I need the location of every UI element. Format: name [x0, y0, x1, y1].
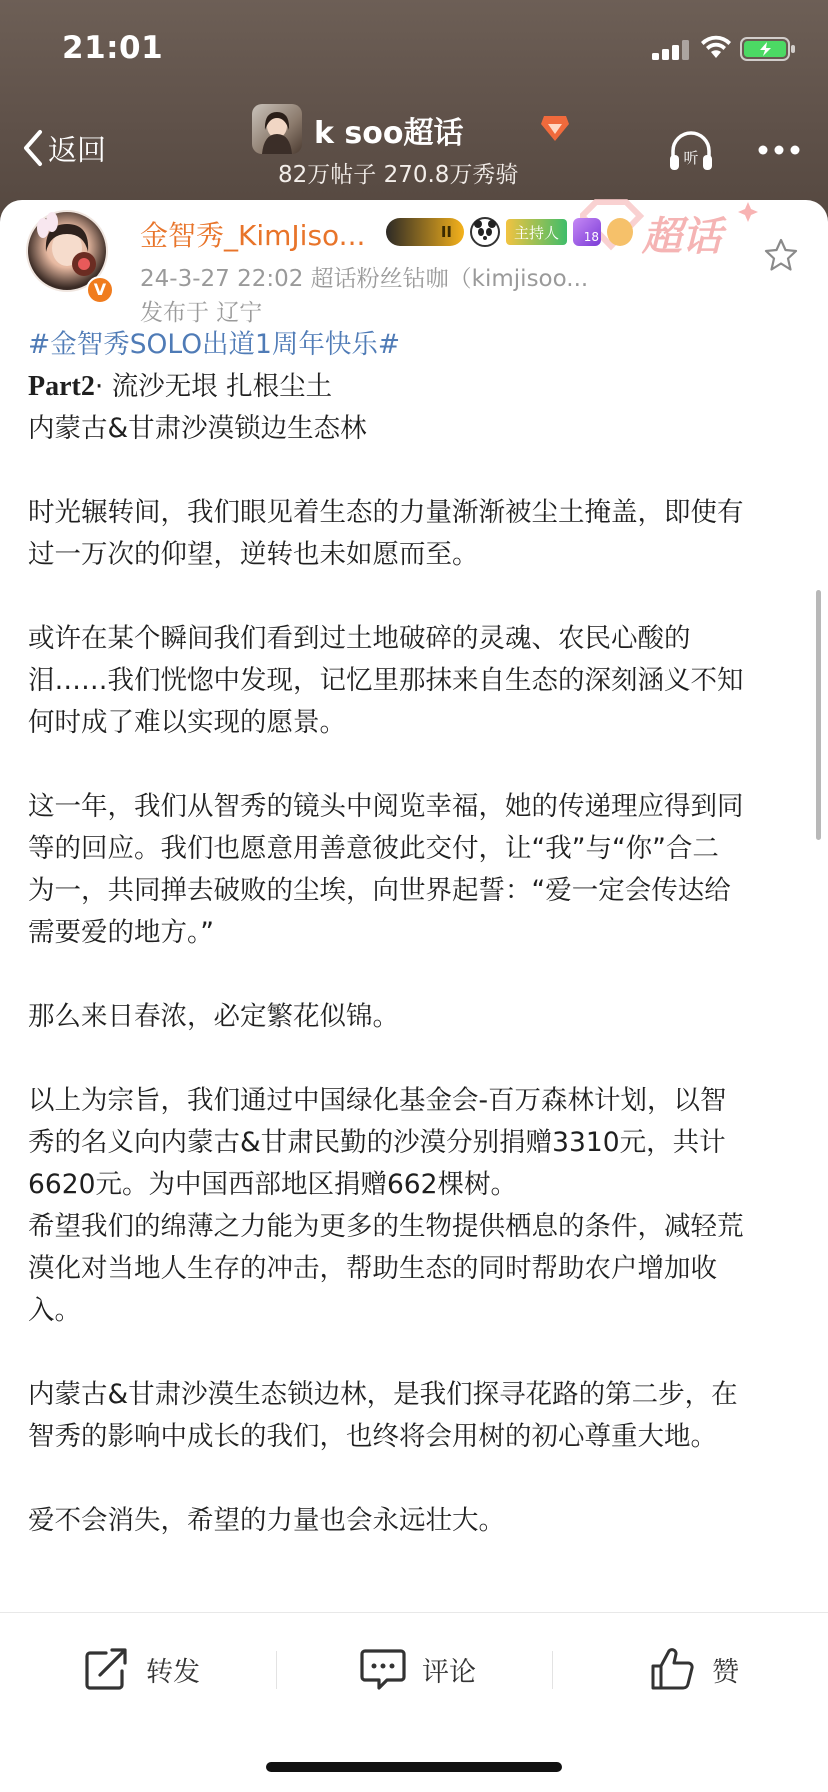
- post-paragraph: [28, 1374, 804, 1458]
- verified-badge-icon: V: [86, 276, 114, 304]
- paragraph-line: 那么来日春浓，必定繁花似锦。: [28, 1001, 399, 1032]
- battery-icon: [740, 36, 796, 62]
- paragraph-line: 漠化对当地人生存的冲击，帮助生态的同时帮助农户增加收: [28, 1253, 717, 1284]
- comment-button[interactable]: [360, 1613, 476, 1725]
- paragraph-line: 需要爱的地方。”: [28, 917, 214, 948]
- like-icon: [650, 1647, 696, 1691]
- paragraph-gap: [28, 744, 804, 786]
- post-body: [28, 324, 804, 1542]
- part-label: Part2: [28, 371, 95, 402]
- author-badges: [386, 216, 633, 248]
- back-label: 返回: [48, 132, 107, 167]
- listen-icon[interactable]: [668, 128, 714, 174]
- paragraph-gap: [28, 450, 804, 492]
- paragraph-gap: [28, 576, 804, 618]
- gem-level-badge[interactable]: 18: [573, 218, 601, 246]
- host-badge[interactable]: 主持人: [506, 219, 567, 245]
- paragraph-line: 以上为宗旨，我们通过中国绿化基金会-百万森林计划，以智: [28, 1085, 727, 1116]
- paragraph-gap: [28, 954, 804, 996]
- paragraph-line: 智秀的影响中成长的我们，也终将会用树的初心尊重大地。: [28, 1421, 717, 1452]
- scrollbar-thumb[interactable]: [816, 590, 821, 840]
- repost-icon: [84, 1647, 130, 1691]
- repost-button[interactable]: [84, 1613, 200, 1725]
- repost-label: 转发: [146, 1656, 200, 1688]
- post-paragraph: [28, 1500, 804, 1542]
- crown-level-badge[interactable]: II: [386, 218, 464, 246]
- paragraph-line: 泪……我们恍惚中发现，记忆里那抹来自生态的深刻涵义不知: [28, 665, 744, 696]
- topic-stats: 82万帖子 270.8万秀骑: [278, 162, 519, 188]
- wifi-icon: [700, 34, 732, 60]
- like-label: 赞: [712, 1656, 739, 1688]
- post-card: [0, 200, 828, 1792]
- post-hashtag[interactable]: #金智秀SOLO出道1周年快乐#: [28, 329, 401, 360]
- paragraph-gap: [28, 1038, 804, 1080]
- post-paragraph: [28, 786, 804, 954]
- signal-icon: [652, 40, 692, 60]
- comment-icon: [360, 1647, 406, 1691]
- cat-badge-icon[interactable]: [607, 218, 633, 246]
- paragraph-line: 爱不会消失，希望的力量也会永远壮大。: [28, 1505, 505, 1536]
- like-button[interactable]: [650, 1613, 739, 1725]
- status-time: 21:01: [62, 30, 164, 66]
- paragraph-line: 内蒙古&甘肃沙漠生态锁边林，是我们探寻花路的第二步，在: [28, 1379, 738, 1410]
- post-meta: 24-3-27 22:02 超话粉丝钻咖（kimjisoo...: [140, 266, 589, 292]
- home-indicator[interactable]: [266, 1762, 562, 1772]
- paragraph-line: 何时成了难以实现的愿景。: [28, 707, 346, 738]
- post-paragraph: [28, 996, 804, 1038]
- post-paragraph: [28, 492, 804, 576]
- post-subtitle: 内蒙古&甘肃沙漠锁边生态林: [28, 413, 367, 444]
- topic-avatar: [252, 104, 302, 154]
- supertopic-badge-icon: [540, 114, 570, 142]
- star-icon[interactable]: [764, 238, 798, 272]
- nav-bar: [0, 100, 828, 200]
- comment-label: 评论: [422, 1656, 476, 1688]
- back-button[interactable]: [22, 126, 106, 170]
- status-bar: [0, 0, 828, 100]
- paragraph-line: 为一，共同掸去破败的尘埃，向世界起誓：“爱一定会传达给: [28, 875, 731, 906]
- watermark-text: 超话: [642, 214, 722, 260]
- paragraph-line: 过一万次的仰望，逆转也未如愿而至。: [28, 539, 479, 570]
- paragraph-line: 6620元。为中国西部地区捐赠662棵树。: [28, 1169, 518, 1200]
- paragraph-line: 或许在某个瞬间我们看到过土地破碎的灵魂、农民心酸的: [28, 623, 691, 654]
- more-icon[interactable]: [756, 130, 802, 170]
- post-location: 发布于 辽宁: [140, 300, 263, 326]
- paragraph-line: 这一年，我们从智秀的镜头中阅览幸福，她的传递理应得到同: [28, 791, 744, 822]
- post-paragraph: [28, 1080, 804, 1332]
- topic-header[interactable]: [248, 100, 588, 200]
- divider: [276, 1651, 277, 1689]
- part-heading: [28, 366, 804, 408]
- paragraph-line: 希望我们的绵薄之力能为更多的生物提供栖息的条件，减轻荒: [28, 1211, 744, 1242]
- paragraph-line: 时光辗转间，我们眼见着生态的力量渐渐被尘土掩盖，即使有: [28, 497, 744, 528]
- panda-badge-icon[interactable]: [470, 217, 500, 247]
- post-paragraphs: [28, 450, 804, 1542]
- topic-title: k soo超话: [314, 116, 464, 151]
- action-bar: [0, 1612, 828, 1724]
- paragraph-line: 入。: [28, 1295, 81, 1326]
- author-name[interactable]: 金智秀_KimJiso...: [140, 219, 366, 252]
- divider: [552, 1651, 553, 1689]
- back-arrow-icon: [22, 129, 44, 167]
- paragraph-line: 等的回应。我们也愿意用善意彼此交付，让“我”与“你”合二: [28, 833, 719, 864]
- paragraph-gap: [28, 1458, 804, 1500]
- post-paragraph: [28, 618, 804, 744]
- paragraph-line: 秀的名义向内蒙古&甘肃民勤的沙漠分别捐赠3310元，共计: [28, 1127, 726, 1158]
- svg-text:听: 听: [683, 149, 699, 167]
- paragraph-gap: [28, 1332, 804, 1374]
- part-title: · 流沙无垠 扎根尘土: [94, 371, 333, 402]
